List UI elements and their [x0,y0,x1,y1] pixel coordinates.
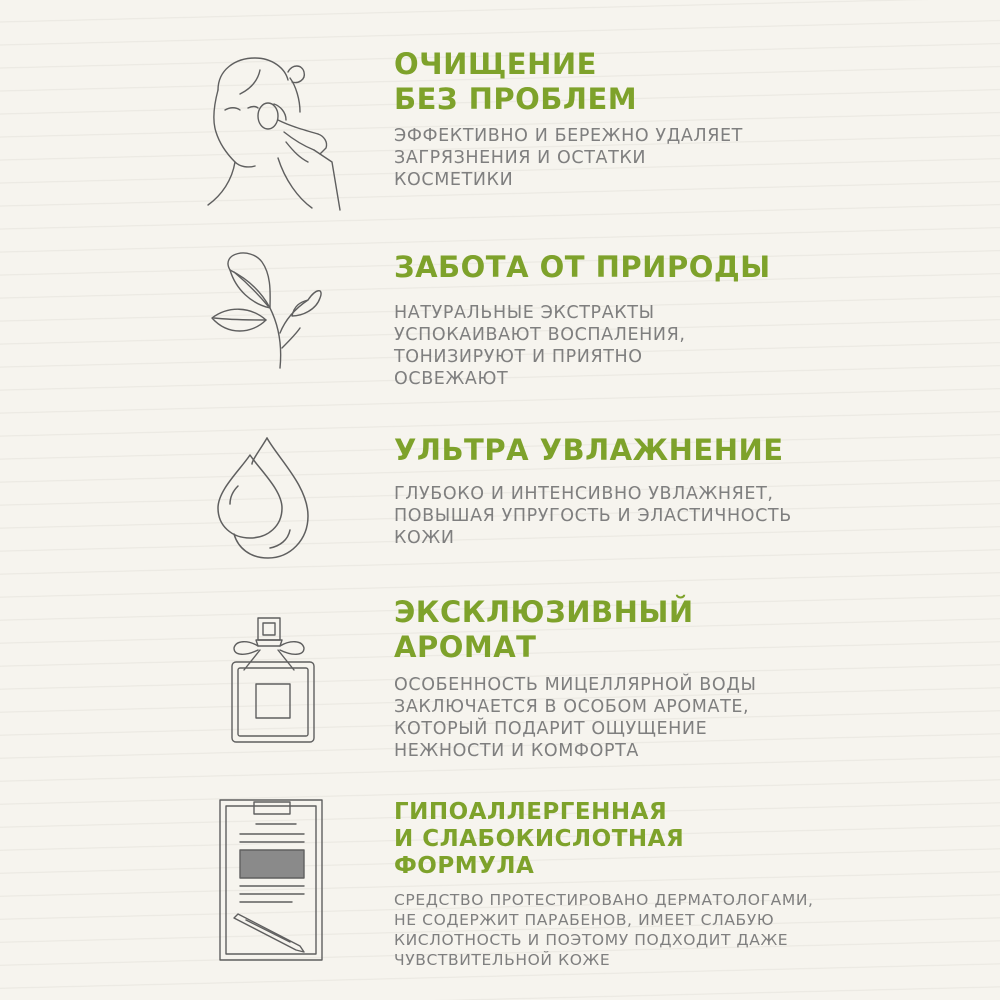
feature-description: НАТУРАЛЬНЫЕ ЭКСТРАКТЫ УСПОКАИВАЮТ ВОСПАЛЕНИЯ, ТОНИЗИРУЮТ И ПРИЯТНО ОСВЕЖАЮТ [394,303,686,389]
feature-title: ОЧИЩЕНИЕ БЕЗ ПРОБЛЕМ [394,47,638,116]
feature-title: ЭКСКЛЮЗИВНЫЙ АРОМАТ [394,595,694,664]
feature-description: ГЛУБОКО И ИНТЕНСИВНО УВЛАЖНЯЕТ, ПОВЫШАЯ УПРУГОСТЬ И ЭЛАСТИЧНОСТЬ КОЖИ [394,484,792,548]
feature-description: ОСОБЕННОСТЬ МИЦЕЛЛЯРНОЙ ВОДЫ ЗАКЛЮЧАЕТСЯ В ОСОБОМ АРОМАТЕ, КОТОРЫЙ ПОДАРИТ ОЩУЩЕНИЕ НЕЖНОСТИ И КОМФОРТА [394,675,757,761]
clipboard-document-icon [200,796,330,966]
leaves-icon [200,248,325,373]
feature-title: ЗАБОТА ОТ ПРИРОДЫ [394,250,771,284]
feature-title: УЛЬТРА УВЛАЖНЕНИЕ [394,433,784,467]
feature-title: ГИПОАЛЛЕРГЕННАЯ И СЛАБОКИСЛОТНАЯ ФОРМУЛА [394,799,685,879]
feature-description: ЭФФЕКТИВНО И БЕРЕЖНО УДАЛЯЕТ ЗАГРЯЗНЕНИЯ И ОСТАТКИ КОСМЕТИКИ [394,126,743,190]
feature-description: СРЕДСТВО ПРОТЕСТИРОВАНО ДЕРМАТОЛОГАМИ, НЕ СОДЕРЖИТ ПАРАБЕНОВ, ИМЕЕТ СЛАБУЮ КИСЛОТНОСТЬ И ПОЭТОМУ ПОДХОДИТ ДАЖЕ ЧУВСТВИТЕЛЬНОЙ КОЖЕ [394,891,814,969]
face-cleansing-icon [200,50,345,215]
perfume-bottle-icon [200,612,325,747]
water-drops-icon [200,430,325,565]
